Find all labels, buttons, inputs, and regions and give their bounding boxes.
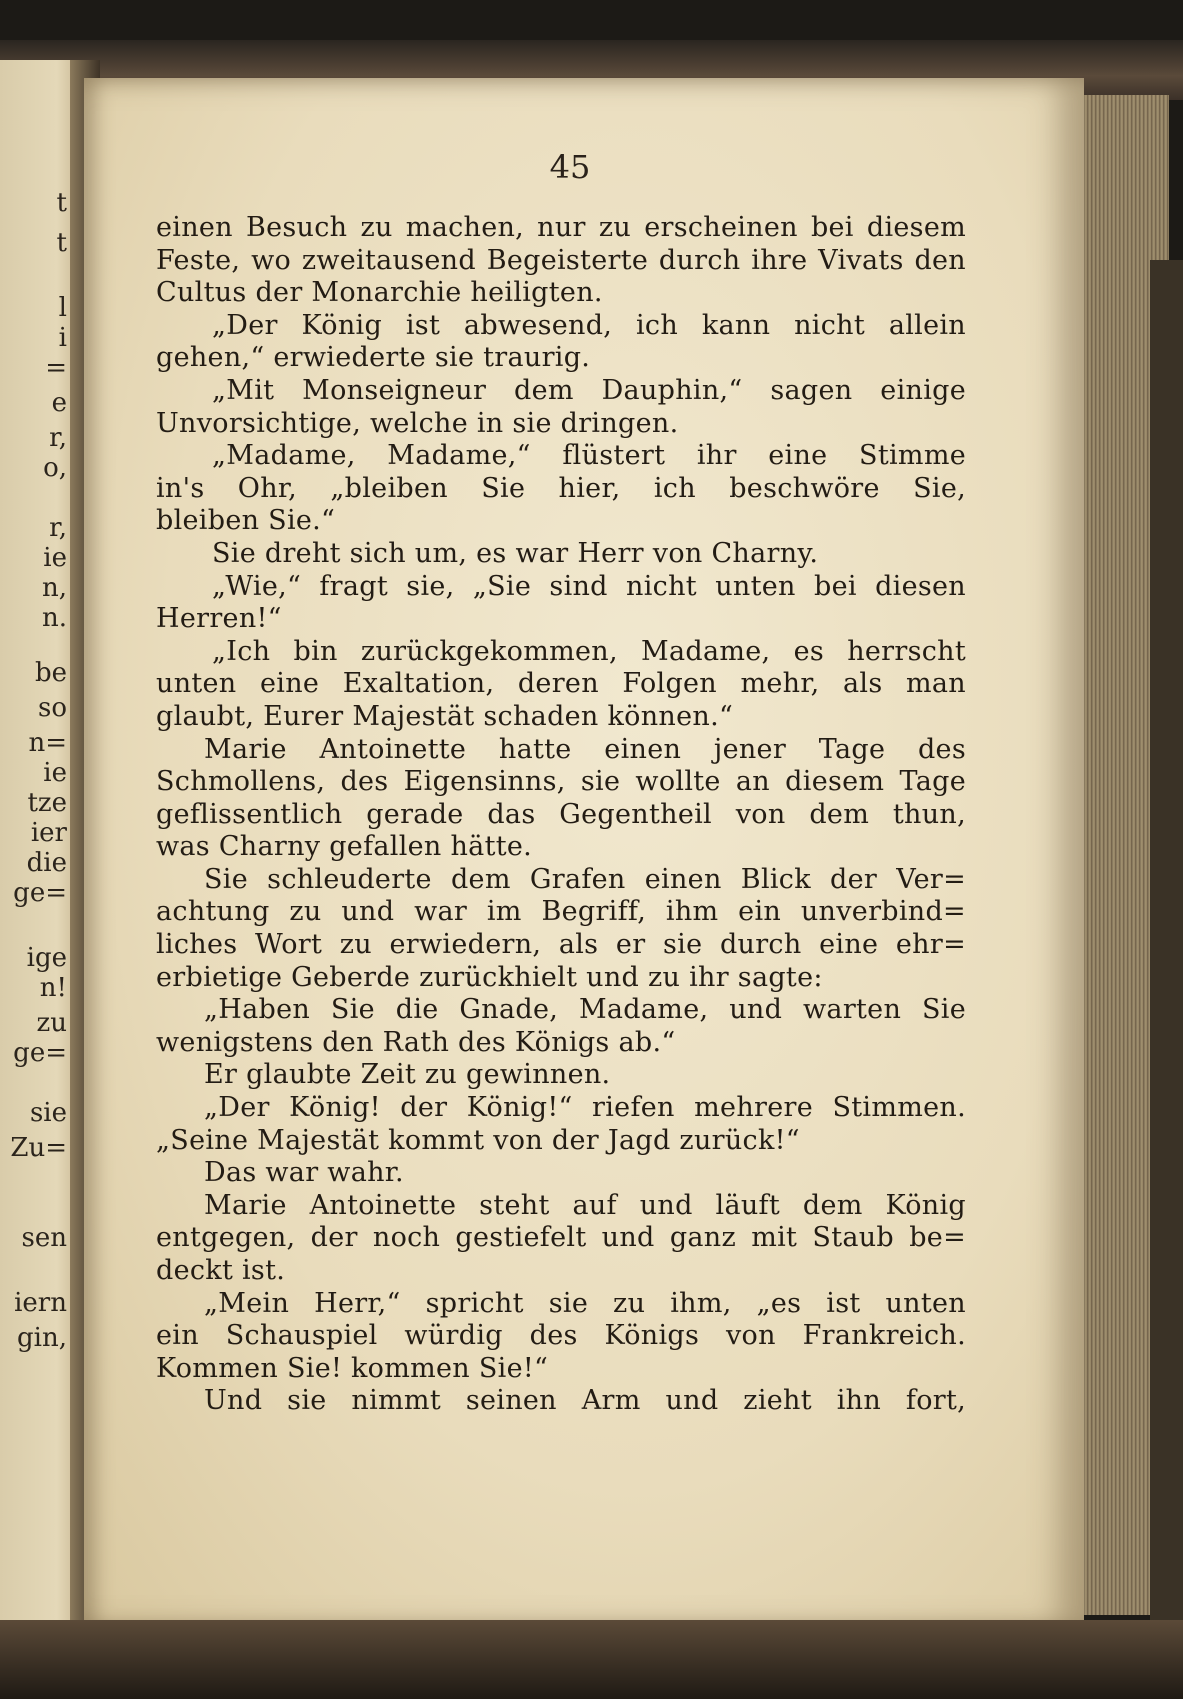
text-line: was Charny gefallen hätte.	[156, 831, 533, 863]
text-line: Er glaubte Zeit zu gewinnen.	[204, 1059, 611, 1091]
text-line: Marie Antoinette steht auf und läuft dem König	[204, 1189, 966, 1221]
left-page-text-fragment: n!	[39, 973, 67, 1003]
text-line: „Der König ist abwesend, ich kann nicht allein	[212, 309, 966, 341]
left-page-text-fragment: o,	[43, 453, 67, 483]
left-page-text-fragment: ier	[30, 818, 67, 848]
left-page-text-fragment: n.	[41, 603, 67, 633]
text-line: Sie schleuderte dem Grafen einen Blick der Ver=	[204, 863, 966, 895]
left-page-text-fragment: Zu=	[10, 1133, 67, 1163]
left-page-text-fragment: r,	[49, 513, 67, 543]
text-line: Das war wahr.	[204, 1157, 404, 1189]
left-page-text-fragment: e	[51, 388, 67, 418]
left-page-text-fragment: die	[26, 848, 67, 878]
text-line: in's Ohr, „bleiben Sie hier, ich beschwöre Sie,	[156, 472, 966, 504]
text-line: Und sie nimmt seinen Arm und zieht ihn fort,	[204, 1385, 966, 1417]
left-page-text-fragment: t	[56, 228, 67, 258]
left-page-text-fragment: zu	[36, 1008, 67, 1038]
left-page-text-fragment: tze	[27, 788, 67, 818]
left-page-text-fragment: sen	[21, 1223, 67, 1253]
left-page-text-fragment: n,	[41, 573, 67, 603]
text-line: Marie Antoinette hatte einen jener Tage des	[204, 733, 966, 765]
text-line: Herren!“	[156, 603, 282, 635]
text-line: „Ich bin zurückgekommen, Madame, es herrscht	[212, 635, 966, 667]
text-line: „Mein Herr,“ spricht sie zu ihm, „es ist unten	[204, 1287, 966, 1319]
text-line: bleiben Sie.“	[156, 505, 336, 537]
left-page-text-fragment: i	[58, 323, 67, 353]
text-line: „Der König! der König!“ riefen mehrere Stimmen.	[204, 1092, 966, 1124]
left-page-text-fragment: iern	[14, 1288, 67, 1318]
book-cover-edge	[1150, 260, 1183, 1660]
left-page-text-fragment: ge=	[13, 1038, 67, 1068]
left-page-text-fragment: ge=	[13, 878, 67, 908]
left-page-text-fragment: ie	[43, 758, 67, 788]
text-line: ein Schauspiel würdig des Königs von Frankreich.	[156, 1320, 966, 1352]
left-page-text-fragment: =	[45, 353, 67, 383]
left-page-text-fragment: ige	[26, 943, 67, 973]
left-page-text-fragment: n=	[28, 728, 67, 758]
left-page-text-fragment: l	[58, 293, 67, 323]
book-binding-bottom	[0, 1620, 1183, 1699]
text-line: Kommen Sie! kommen Sie!“	[156, 1352, 549, 1384]
text-line: geflissentlich gerade das Gegentheil von dem thun,	[156, 798, 966, 830]
text-line: „Seine Majestät kommt von der Jagd zurück!“	[156, 1124, 800, 1156]
text-line: „Mit Monseigneur dem Dauphin,“ sagen einige	[212, 374, 966, 406]
text-line: unten eine Exaltation, deren Folgen mehr, als man	[156, 668, 966, 700]
page-number: 45	[549, 148, 591, 186]
text-line: deckt ist.	[156, 1255, 286, 1286]
left-page-text-fragment: be	[34, 658, 67, 688]
text-line: gehen,“ erwiederte sie traurig.	[156, 342, 591, 374]
left-page-text-fragment: so	[38, 693, 67, 723]
text-line: glaubt, Eurer Majestät schaden können.“	[156, 700, 734, 732]
text-line: Sie dreht sich um, es war Herr von Charny.	[212, 537, 819, 569]
text-line: wenigstens den Rath des Königs ab.“	[156, 1026, 676, 1058]
text-line: Feste, wo zweitausend Begeisterte durch ihre Vivats den	[156, 244, 966, 276]
text-line: einen Besuch zu machen, nur zu erscheinen bei diesem	[156, 212, 966, 243]
text-line: Cultus der Monarchie heiligten.	[156, 277, 603, 309]
left-page-text-fragment: sie	[29, 1098, 67, 1128]
text-line: „Madame, Madame,“ flüstert ihr eine Stimme	[212, 440, 966, 472]
page-body-text	[156, 212, 966, 1418]
text-line: „Wie,“ fragt sie, „Sie sind nicht unten bei diesen	[212, 570, 966, 602]
text-line: achtung zu und war im Begriff, ihm ein unverbind=	[156, 896, 966, 928]
text-line: liches Wort zu erwiedern, als er sie durch eine ehr=	[156, 929, 966, 961]
left-page-text-fragment: r,	[49, 423, 67, 453]
left-page-text-fragment: t	[56, 188, 67, 218]
text-line: Schmollens, des Eigensinns, sie wollte an diesem Tage	[156, 766, 966, 798]
text-line: „Haben Sie die Gnade, Madame, und warten Sie	[204, 994, 966, 1026]
text-line: erbietige Geberde zurückhielt und zu ihr sagte:	[156, 961, 823, 993]
text-line: Unvorsichtige, welche in sie dringen.	[156, 407, 679, 439]
left-page-text-fragment: gin,	[17, 1323, 67, 1353]
left-page-text-fragment: ie	[43, 543, 67, 573]
text-line: entgegen, der noch gestiefelt und ganz mit Staub be=	[156, 1222, 966, 1254]
